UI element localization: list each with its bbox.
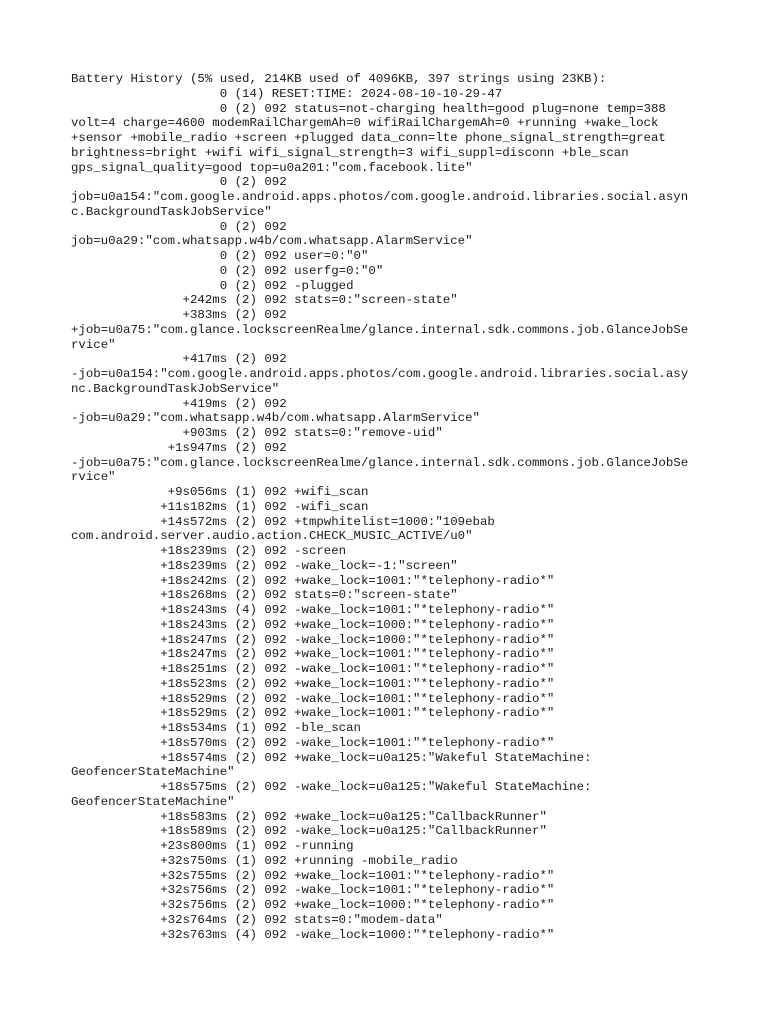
battery-history-log	[71, 72, 701, 942]
log-line: volt=4 charge=4600 modemRailChargemAh=0 wifiRailChargemAh=0 +running +wake_lock	[71, 116, 659, 131]
log-line: +18s583ms (2) 092 +wake_lock=u0a125:"CallbackRunner"	[71, 809, 547, 824]
log-line: +11s182ms (1) 092 -wifi_scan	[71, 499, 369, 514]
log-line: +18s247ms (2) 092 -wake_lock=1000:"*telephony-radio*"	[71, 632, 555, 647]
log-line: +18s570ms (2) 092 -wake_lock=1001:"*telephony-radio*"	[71, 735, 555, 750]
log-line: +18s268ms (2) 092 stats=0:"screen-state"	[71, 588, 458, 603]
log-line: +1s947ms (2) 092	[71, 440, 287, 455]
log-line: rvice"	[71, 337, 116, 352]
log-line: +18s529ms (2) 092 -wake_lock=1001:"*telephony-radio*"	[71, 691, 555, 706]
log-line: +32s756ms (2) 092 +wake_lock=1000:"*telephony-radio*"	[71, 898, 555, 912]
log-line: +18s589ms (2) 092 -wake_lock=u0a125:"CallbackRunner"	[71, 824, 547, 839]
log-line: job=u0a29:"com.whatsapp.w4b/com.whatsapp.AlarmService"	[71, 234, 473, 249]
log-line: +18s243ms (2) 092 +wake_lock=1000:"*telephony-radio*"	[71, 617, 555, 632]
log-line: +32s763ms (4) 092 -wake_lock=1000:"*telephony-radio*"	[71, 927, 555, 942]
log-line: Battery History (5% used, 214KB used of 4096KB, 397 strings using 23KB):	[71, 72, 607, 86]
log-line: +9s056ms (1) 092 +wifi_scan	[71, 485, 369, 499]
log-line: +32s756ms (2) 092 -wake_lock=1001:"*telephony-radio*"	[71, 883, 555, 898]
log-line: 0 (2) 092 status=not-charging health=good plug=none temp=388	[71, 101, 666, 116]
log-line: +18s523ms (2) 092 +wake_lock=1001:"*telephony-radio*"	[71, 676, 555, 691]
log-line: +18s239ms (2) 092 -wake_lock=-1:"screen"	[71, 558, 458, 573]
log-line: 0 (14) RESET:TIME: 2024-08-10-10-29-47	[71, 86, 503, 101]
log-line: -job=u0a29:"com.whatsapp.w4b/com.whatsapp.AlarmService"	[71, 411, 480, 426]
log-line: +419ms (2) 092	[71, 396, 287, 411]
log-line: +18s251ms (2) 092 -wake_lock=1001:"*telephony-radio*"	[71, 662, 555, 676]
log-line: +18s242ms (2) 092 +wake_lock=1001:"*telephony-radio*"	[71, 573, 555, 588]
log-line: +18s529ms (2) 092 +wake_lock=1001:"*telephony-radio*"	[71, 706, 555, 721]
log-line: brightness=bright +wifi wifi_signal_strength=3 wifi_suppl=disconn +ble_scan	[71, 145, 629, 160]
log-line: +32s750ms (1) 092 +running -mobile_radio	[71, 853, 458, 868]
log-line: +23s800ms (1) 092 -running	[71, 839, 354, 853]
log-line: 0 (2) 092	[71, 175, 287, 190]
log-line: +903ms (2) 092 stats=0:"remove-uid"	[71, 426, 443, 440]
log-line: +417ms (2) 092	[71, 352, 287, 367]
log-line: +383ms (2) 092	[71, 308, 287, 322]
log-line: GeofencerStateMachine"	[71, 794, 235, 809]
log-line: 0 (2) 092 -plugged	[71, 278, 354, 293]
log-line: +14s572ms (2) 092 +tmpwhitelist=1000:"109ebab	[71, 514, 495, 529]
log-line: +32s764ms (2) 092 stats=0:"modem-data"	[71, 912, 443, 927]
log-line: +sensor +mobile_radio +screen +plugged data_conn=lte phone_signal_strength=great	[71, 131, 666, 145]
log-line: 0 (2) 092 user=0:"0"	[71, 249, 369, 263]
log-line: GeofencerStateMachine"	[71, 765, 235, 780]
log-line: gps_signal_quality=good top=u0a201:"com.facebook.lite"	[71, 160, 473, 175]
log-line: +242ms (2) 092 stats=0:"screen-state"	[71, 293, 458, 308]
log-line: 0 (2) 092	[71, 219, 287, 234]
log-line: job=u0a154:"com.google.android.apps.photos/com.google.android.libraries.social.asyn	[71, 190, 689, 204]
log-line: +18s534ms (1) 092 -ble_scan	[71, 721, 361, 735]
log-line: +18s575ms (2) 092 -wake_lock=u0a125:"Wakeful StateMachine:	[71, 780, 592, 794]
log-line: +job=u0a75:"com.glance.lockscreenRealme/glance.internal.sdk.commons.job.GlanceJobSe	[71, 322, 689, 337]
log-line: +18s247ms (2) 092 +wake_lock=1001:"*telephony-radio*"	[71, 647, 555, 662]
log-line: rvice"	[71, 470, 116, 485]
log-line: -job=u0a154:"com.google.android.apps.photos/com.google.android.libraries.social.asy	[71, 367, 689, 381]
log-line: c.BackgroundTaskJobService"	[71, 204, 272, 219]
log-line: 0 (2) 092 userfg=0:"0"	[71, 263, 384, 278]
log-line: +18s239ms (2) 092 -screen	[71, 544, 347, 558]
log-line: com.android.server.audio.action.CHECK_MUSIC_ACTIVE/u0"	[71, 529, 473, 544]
log-line: +18s574ms (2) 092 +wake_lock=u0a125:"Wakeful StateMachine:	[71, 750, 592, 765]
log-line: +32s755ms (2) 092 +wake_lock=1001:"*telephony-radio*"	[71, 868, 555, 883]
log-line: +18s243ms (4) 092 -wake_lock=1001:"*telephony-radio*"	[71, 603, 555, 617]
log-line: nc.BackgroundTaskJobService"	[71, 381, 280, 396]
log-line: -job=u0a75:"com.glance.lockscreenRealme/glance.internal.sdk.commons.job.GlanceJobSe	[71, 455, 689, 470]
